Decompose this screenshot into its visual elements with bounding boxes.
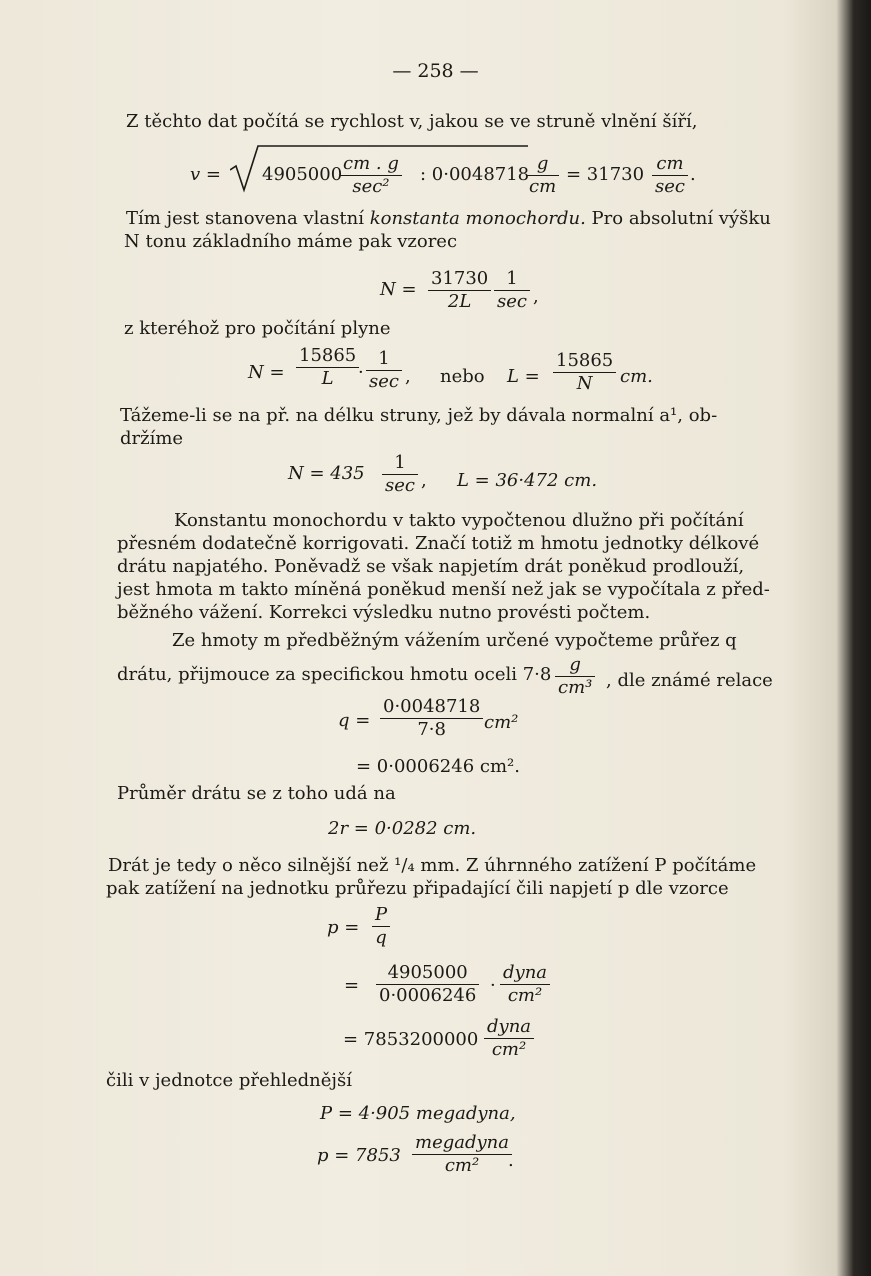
eq3-unit: cm. bbox=[620, 366, 653, 387]
eq2-f2-den: sec bbox=[497, 291, 527, 312]
equation-P-megadyna: P = 4·905 megadyna, bbox=[320, 1103, 516, 1124]
eq4-comma: , bbox=[421, 470, 427, 491]
paragraph-2-line-1 bbox=[126, 208, 771, 230]
eq7-lhs: p = bbox=[327, 917, 360, 938]
eq1-f2-num: g bbox=[526, 153, 559, 176]
eq2-f2-num: 1 bbox=[494, 268, 530, 291]
eq1-lhs: v = bbox=[190, 164, 221, 185]
eq7-dot: · bbox=[490, 975, 496, 996]
eq9-lhs: p = 7853 bbox=[317, 1145, 401, 1166]
eq7-fraction-2 bbox=[376, 962, 479, 1007]
eq3-fraction-2 bbox=[366, 348, 402, 393]
eq7-fraction-4 bbox=[484, 1016, 534, 1061]
eq1-f3-den: sec bbox=[655, 176, 685, 197]
paragraph-5-line-4: jest hmota m takto míněná poněkud menší než jak se vypočítala z před- bbox=[117, 579, 770, 600]
eq3-f3-num: 15865 bbox=[553, 350, 616, 373]
eq1-equals: = 31730 bbox=[566, 164, 645, 185]
density-den: cm³ bbox=[558, 677, 593, 698]
paragraph-9: čili v jednotce přehlednější bbox=[106, 1070, 352, 1091]
eq7-f3-den: cm² bbox=[507, 985, 543, 1006]
eq1-coefficient: 4905000 bbox=[262, 164, 343, 185]
eq1-end: . bbox=[690, 164, 696, 185]
eq3-lhs2: L = bbox=[507, 366, 540, 387]
paragraph-5-line-5: běžného vážení. Korrekci výsledku nutno provésti počtem. bbox=[117, 602, 651, 623]
eq2-end: , bbox=[533, 286, 539, 307]
eq2-fraction-1 bbox=[428, 268, 491, 313]
eq5-line2: = 0·0006246 cm². bbox=[356, 756, 520, 777]
paragraph-3: z kteréhož pro počítání plyne bbox=[124, 318, 391, 339]
paragraph-6-line-2: drátu, přijmouce za specifickou hmotu oceli 7·8 bbox=[117, 664, 552, 685]
eq7-f4-den: cm² bbox=[491, 1039, 527, 1060]
eq9-end: . bbox=[508, 1150, 514, 1171]
p2-part-b: konstanta monochordu. bbox=[369, 208, 586, 229]
p2-part-a: Tím jest stanovena vlastní bbox=[126, 208, 364, 229]
eq4-rhs: L = 36·472 cm. bbox=[457, 470, 598, 491]
eq3-f1-num: 15865 bbox=[296, 345, 359, 368]
paragraph-6-line-2-end: , dle známé relace bbox=[606, 670, 773, 691]
eq7-f4-num: dyna bbox=[484, 1016, 534, 1039]
paragraph-5-line-1: Konstantu monochordu v takto vypočtenou dlužno při počítání bbox=[174, 510, 744, 531]
eq5-lhs: q = bbox=[338, 710, 371, 731]
density-fraction bbox=[555, 654, 595, 699]
eq3-f1-den: L bbox=[321, 368, 334, 389]
eq7-fraction-3 bbox=[500, 962, 550, 1007]
paragraph-4-line-1: Tážeme-li se na př. na délku struny, jež by dávala normalní a¹, ob- bbox=[120, 405, 718, 426]
eq3-f2-den: sec bbox=[369, 371, 399, 392]
eq3-comma: , bbox=[405, 366, 411, 387]
eq1-mid: : 0·0048718 bbox=[420, 164, 530, 185]
page-number: — 258 — bbox=[392, 60, 479, 82]
eq5-unit: cm² bbox=[484, 712, 519, 733]
eq1-f3-num: cm bbox=[652, 153, 688, 176]
eq3-fraction-1 bbox=[296, 345, 359, 390]
eq7-equals-3: = 7853200000 bbox=[343, 1029, 479, 1050]
eq3-lhs: N = bbox=[248, 362, 285, 383]
paragraph-5-line-2: přesném dodatečně korrigovati. Značí totiž m hmotu jednotky délkové bbox=[117, 533, 760, 554]
eq1-f1-den: sec² bbox=[352, 176, 390, 197]
eq7-f1-den: q bbox=[375, 927, 387, 948]
p2-part-c: Pro absolutní výšku bbox=[591, 208, 771, 229]
eq3-f3-den: N bbox=[576, 373, 593, 394]
eq5-f-den: 7·8 bbox=[417, 719, 446, 740]
paragraph-8-line-2: pak zatížení na jednotku průřezu připadající čili napjetí p dle vzorce bbox=[106, 878, 729, 899]
eq3-dot: · bbox=[358, 362, 364, 383]
eq5-f-num: 0·0048718 bbox=[380, 696, 483, 719]
eq7-f2-num: 4905000 bbox=[376, 962, 479, 985]
eq2-f1-num: 31730 bbox=[428, 268, 491, 291]
density-num: g bbox=[555, 654, 595, 677]
eq5-fraction bbox=[380, 696, 483, 741]
paragraph-5-line-3: drátu napjatého. Poněvadž se však napjetím drát poněkud prodlouží, bbox=[117, 556, 745, 577]
paragraph-4-line-2: držíme bbox=[120, 428, 184, 449]
paragraph-2-line-2: N tonu základního máme pak vzorec bbox=[124, 231, 458, 252]
paragraph-7: Průměr drátu se z toho udá na bbox=[117, 783, 396, 804]
eq9-f-num: megadyna bbox=[412, 1132, 512, 1155]
eq4-f-den: sec bbox=[385, 475, 415, 496]
eq3-f2-num: 1 bbox=[366, 348, 402, 371]
eq3-fraction-3 bbox=[553, 350, 616, 395]
eq1-f1-num: cm . g bbox=[340, 153, 402, 176]
eq7-equals-2: = bbox=[344, 975, 360, 996]
eq4-lhs: N = 435 bbox=[288, 463, 365, 484]
paragraph-6-line-1: Ze hmoty m předběžným vážením určené vypočteme průřez q bbox=[172, 630, 737, 651]
eq7-f1-num: P bbox=[372, 904, 390, 927]
eq1-f2-den: cm bbox=[529, 176, 557, 197]
eq2-lhs: N = bbox=[380, 279, 417, 300]
eq9-fraction bbox=[412, 1132, 512, 1177]
eq1-fraction-3 bbox=[652, 153, 688, 198]
eq2-fraction-2 bbox=[494, 268, 530, 313]
eq9-f-den: cm² bbox=[444, 1155, 480, 1176]
eq7-fraction-1 bbox=[372, 904, 390, 949]
eq7-f3-num: dyna bbox=[500, 962, 550, 985]
eq4-fraction bbox=[382, 452, 418, 497]
eq3-nebo: nebo bbox=[440, 366, 485, 387]
eq2-f1-den: 2L bbox=[447, 291, 472, 312]
eq1-fraction-2 bbox=[526, 153, 559, 198]
eq1-fraction-1 bbox=[340, 153, 402, 198]
equation-diameter: 2r = 0·0282 cm. bbox=[328, 818, 477, 839]
paragraph-8-line-1: Drát je tedy o něco silnější než ¹/₄ mm. Z úhrnného zatížení P počítáme bbox=[108, 855, 757, 876]
paragraph-1: Z těchto dat počítá se rychlost v, jakou se ve struně vlnění šíří, bbox=[126, 111, 698, 132]
eq7-f2-den: 0·0006246 bbox=[379, 985, 477, 1006]
eq4-f-num: 1 bbox=[382, 452, 418, 475]
